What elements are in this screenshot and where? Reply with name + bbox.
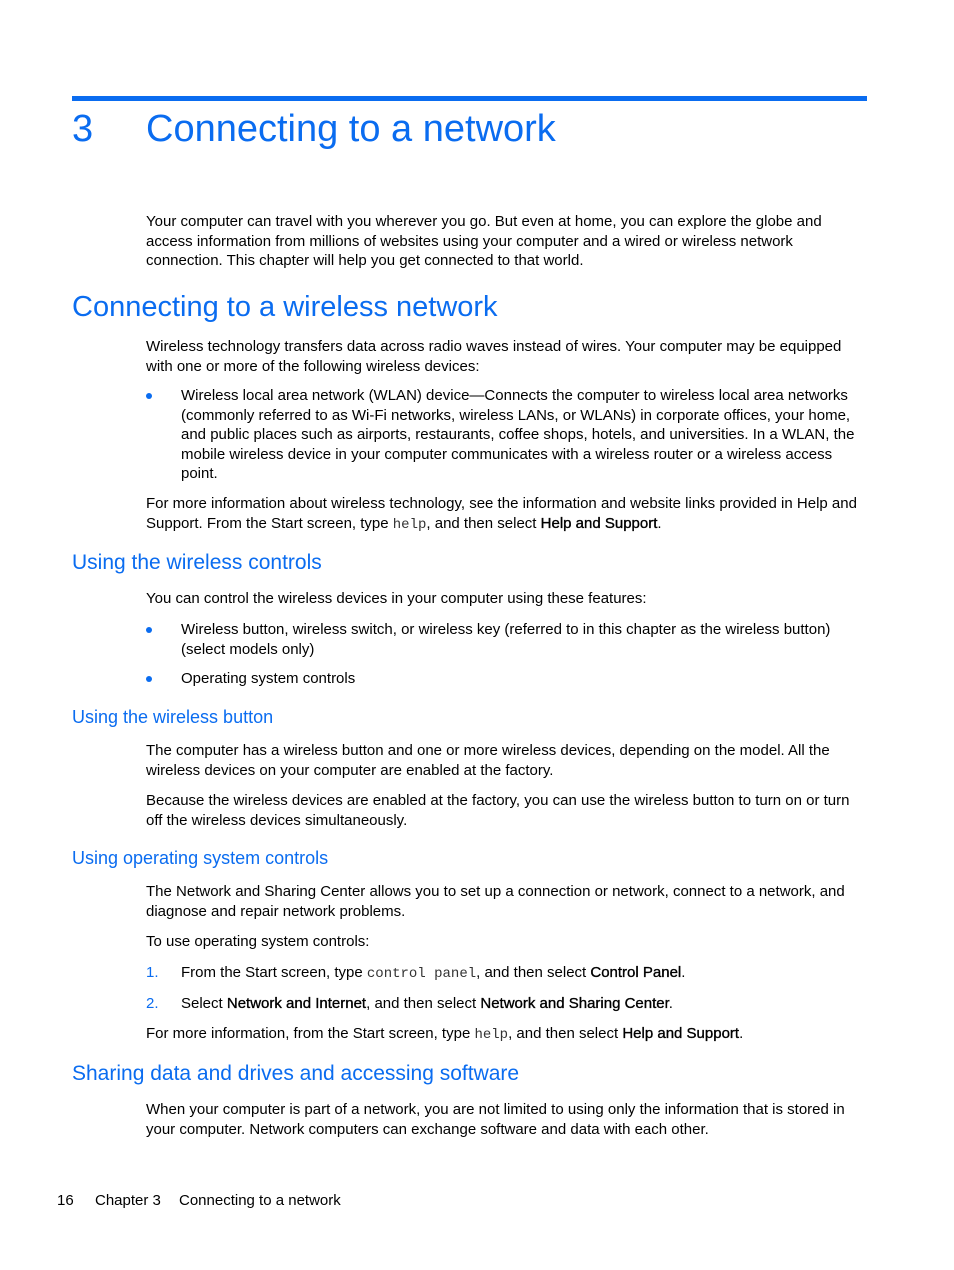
text-run: , and then select	[476, 964, 591, 981]
wireless-paragraph-1: Wireless technology transfers data across radio waves instead of wires. Your computer may be equipped with one or more of the following wireless devices:	[146, 338, 842, 375]
ui-term-help-and-support: Help and Support	[540, 514, 658, 532]
code-control-panel: control panel	[366, 966, 477, 982]
chapter-title-text: Connecting to a network	[146, 108, 556, 150]
step-number: 2.	[146, 995, 159, 1012]
footer-chapter-title: Connecting to a network	[179, 1192, 341, 1209]
bullet-icon	[146, 676, 152, 682]
text-run: Select	[181, 995, 227, 1012]
list-item	[146, 386, 870, 484]
sharing-paragraph: When your computer is part of a network, you are not limited to using only the information that is stored in your computer. Network computers can exchange software and data with each other.	[146, 1101, 845, 1138]
step-number: 1.	[146, 964, 159, 981]
list-item	[146, 669, 870, 689]
list-item	[146, 963, 870, 983]
ui-term-network-and-internet: Network and Internet	[226, 995, 367, 1012]
chapter-number: 3	[72, 108, 94, 150]
button-paragraph-1: The computer has a wireless button and one or more wireless devices, depending on the model. All the wireless devices on your computer are enabled at the factory.	[146, 742, 830, 779]
page-number: 16	[57, 1192, 74, 1209]
heading-wireless-controls: Using the wireless controls	[72, 551, 322, 574]
ui-term-help-and-support: Help and Support	[622, 1025, 740, 1042]
code-help: help	[392, 516, 427, 533]
os-paragraph-3	[146, 1024, 870, 1046]
text-run: From the Start screen, type	[181, 964, 367, 981]
list-item-text: Wireless button, wireless switch, or wireless key (referred to in this chapter as the wireless button) (select models only)	[181, 621, 831, 658]
text-run: , and then select	[426, 514, 541, 532]
text-run: , and then select	[508, 1025, 623, 1042]
bullet-icon	[146, 627, 152, 633]
ui-term-control-panel: Control Panel	[590, 964, 682, 981]
text-run: .	[681, 964, 686, 981]
list-item-text	[181, 994, 870, 1014]
heading-wireless-button: Using the wireless button	[72, 707, 274, 727]
text-run: For more information about wireless technology, see the information and website links provided in Help and Support. From the Start screen, type	[146, 495, 857, 532]
list-item-text: Operating system controls	[181, 670, 356, 687]
controls-paragraph: You can control the wireless devices in your computer using these features:	[146, 590, 647, 607]
wireless-paragraph-2	[146, 494, 870, 535]
chapter-title	[72, 104, 556, 154]
list-item	[146, 620, 870, 660]
list-item	[146, 994, 870, 1014]
heading-os-controls: Using operating system controls	[72, 848, 329, 868]
heading-sharing: Sharing data and drives and accessing software	[72, 1062, 520, 1085]
text-run: For more information, from the Start screen, type	[146, 1025, 475, 1042]
button-paragraph-2: Because the wireless devices are enabled at the factory, you can use the wireless button to turn on or turn off the wireless devices simultaneously.	[146, 792, 850, 829]
ui-term-network-sharing-center: Network and Sharing Center	[480, 995, 669, 1012]
intro-paragraph: Your computer can travel with you wherever you go. But even at home, you can explore the globe and access information from millions of websites using your computer and a wired or wireless network connection. This chapter will help you get connected to that world.	[146, 213, 822, 269]
list-item-text: Wireless local area network (WLAN) device—Connects the computer to wireless local area networks (commonly referred to as Wi-Fi networks, wireless LANs, or WLANs) in corporate offices, your home, and public places such as airports, restaurants, coffee shops, hotels, and universities. In a WLAN, the mobile wireless device in your computer communicates with a wireless router or a wireless access point.	[181, 387, 855, 482]
code-help: help	[474, 1027, 509, 1043]
chapter-rule	[72, 96, 867, 101]
bullet-icon	[146, 393, 152, 399]
os-paragraph-1: The Network and Sharing Center allows you to set up a connection or network, connect to a network, and diagnose and repair network problems.	[146, 883, 845, 920]
os-paragraph-2: To use operating system controls:	[146, 933, 370, 950]
heading-wireless-network: Connecting to a wireless network	[72, 291, 498, 323]
text-run: .	[657, 514, 662, 532]
text-run: .	[668, 995, 673, 1012]
text-run: , and then select	[366, 995, 481, 1012]
text-run: .	[739, 1025, 744, 1042]
footer-chapter-label: Chapter 3	[95, 1192, 161, 1209]
list-item-text	[181, 963, 870, 985]
